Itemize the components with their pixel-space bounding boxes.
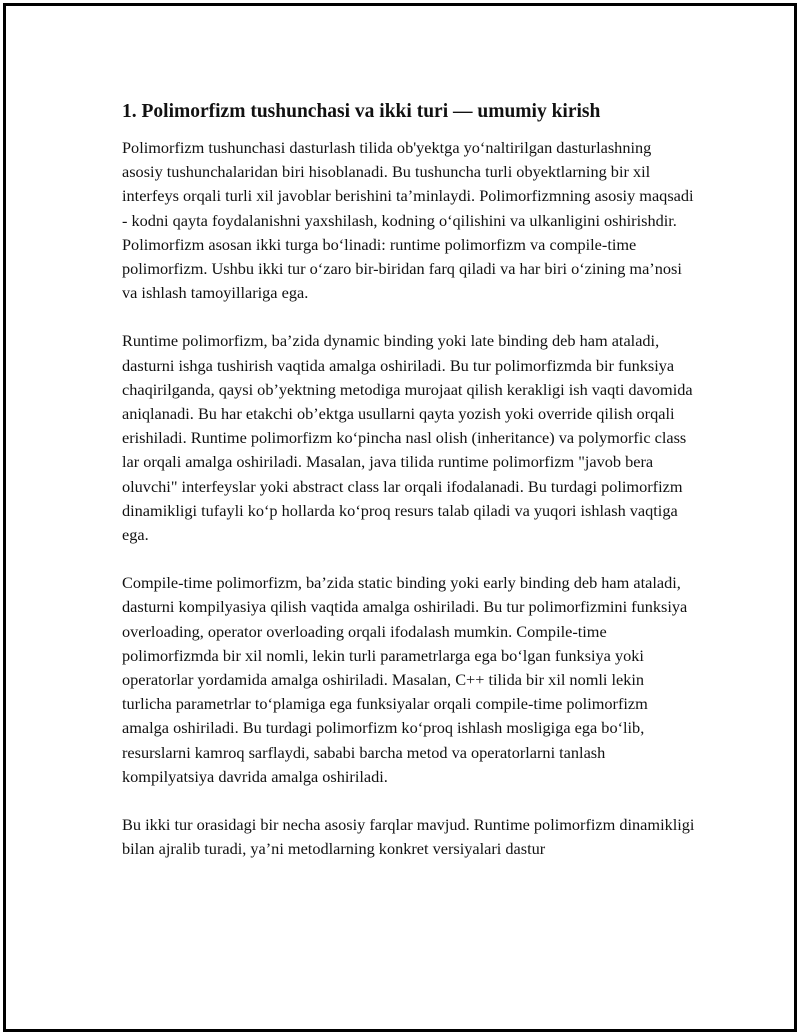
paragraph-runtime: Runtime polimorfizm, ba’zida dynamic binding yoki late binding deb ham ataladi, dasturni ishga tushirish vaqtida amalga oshiriladi. Bu tur polimorfizmda bir funksiya chaqirilganda, qaysi ob’yektning metodiga murojaat qilish kerakligi ish vaqti davomida aniqlanadi. Bu har etakchi ob’ektga usullarni qayta yozish yoki override qilish orqali erishiladi. Runtime polimorfizm ko‘pincha nasl olish (inheritance) va polymorfic class lar orqali amalga oshiriladi. Masalan, java tilida runtime polimorfizm "javob bera oluvchi" interfeyslar yoki abstract class lar orqali ifodalanadi. Bu turdagi polimorfizm dinamikligi tufayli ko‘p hollarda ko‘proq resurs talab qiladi va yuqori ishlash vaqtiga ega. [122, 331, 693, 545]
paragraph-differences: Bu ikki tur orasidagi bir necha asosiy farqlar mavjud. Runtime polimorfizm dinamikligi bilan ajralib turadi, ya’ni metodlarning konkret versiyalari dastur [122, 815, 695, 859]
section-heading: 1. Polimorfizm tushunchasi va ikki turi — umumiy kirish [122, 101, 601, 122]
paragraph-intro: Polimorfizm tushunchasi dasturlash tilida ob'yektga yo‘naltirilgan dasturlashning asosiy tushunchalaridan biri hisoblanadi. Bu tushuncha turli obyektlarning bir xil interfeys orqali turli xil javoblar berishini ta’minlaydi. Polimorfizmning asosiy maqsadi - kodni qayta foydalanishni yaxshilash, kodning o‘qilishini va ulkanligini oshirishdir. Polimorfizm asosan ikki turga bo‘linadi: runtime polimorfizm va compile-time polimorfizm. Ushbu ikki tur o‘zaro bir-biridan farq qiladi va har biri o‘zining ma’nosi va ishlash tamoyillariga ega. [122, 138, 694, 303]
document-body [122, 98, 696, 885]
page-frame [3, 3, 797, 1032]
paragraph-compile-time: Compile-time polimorfizm, ba’zida static binding yoki early binding deb ham ataladi, dasturni kompilyasiya qilish vaqtida amalga oshiriladi. Bu tur polimorfizmini funksiya overloading, operator overloading orqali ifodalash mumkin. Compile-time polimorfizmda bir xil nomli, lekin turli parametrlarga ega bo‘lgan funksiya yoki operatorlar yordamida amalga oshiriladi. Masalan, C++ tilida bir xil nomli lekin turlicha parametrlar to‘plamiga ega funksiyalar orqali compile-time polimorfizm amalga oshiriladi. Bu turdagi polimorfizm ko‘proq ishlash mosligiga ega bo‘lib, resurslarni kamroq sarflaydi, sababi barcha metod va operatorlarni tanlash kompilyatsiya davrida amalga oshiriladi. [122, 573, 688, 786]
